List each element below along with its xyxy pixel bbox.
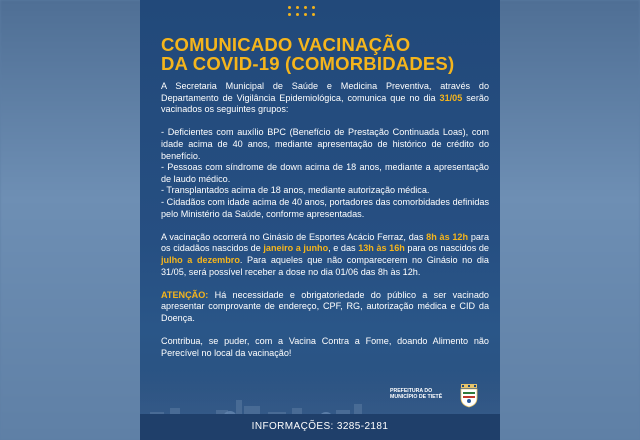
schedule-text: para os nascidos de — [404, 243, 489, 254]
intro-text-b: serão vacinados os seguintes grupos: — [161, 92, 489, 115]
group-item: - Transplantados acima de 18 anos, mediante autorização médica. — [161, 185, 430, 196]
intro-date-highlight: 31/05 — [439, 92, 463, 103]
announcement-poster — [140, 0, 500, 440]
poster-title — [161, 35, 491, 73]
prefeitura-logo-text — [390, 388, 442, 400]
schedule-text: , e das — [328, 243, 359, 254]
poster-body — [161, 81, 489, 359]
schedule-highlight: julho a dezembro — [161, 254, 240, 265]
contribution-paragraph: Contribua, se puder, com a Vacina Contra a Fome, doando Alimento não Perecível no local da vacinação! — [161, 336, 489, 358]
schedule-text: para os cidadãos nascidos de — [161, 231, 490, 254]
attention-paragraph — [161, 290, 489, 325]
intro-paragraph — [161, 81, 489, 116]
intro-text-a: A Secretaria Municipal de Saúde e Medicina Preventiva, através do Departamento de Vigilância Epidemiológica, comunica que no dia — [161, 81, 489, 103]
schedule-text: A vacinação ocorrerá no Ginásio de Esportes Acácio Ferraz, das — [161, 231, 427, 242]
attention-text: Há necessidade e obrigatoriedade do público a ser vacinado apresentar comprovante de endereço, CPF, RG, autorização médica e CID da Doença. — [161, 289, 489, 323]
title-line-2: DA COVID-19 (COMORBIDADES) — [161, 53, 455, 74]
background-right — [490, 0, 640, 440]
title-line-1: COMUNICADO VACINAÇÃO — [161, 34, 411, 55]
prefeitura-line-2: MUNICÍPIO DE TIETÊ — [390, 394, 443, 400]
dot-pattern-decoration — [288, 6, 316, 16]
background-left — [0, 0, 150, 440]
info-footer: INFORMAÇÕES: 3285-2181 — [140, 414, 500, 440]
group-item: - Pessoas com síndrome de down acima de 18 anos, mediante a apresentação de laudo médico. — [161, 162, 489, 184]
group-item: - Deficientes com auxílio BPC (Benefício de Prestação Continuada Loas), com idade acima de 40 anos, mediante apresentação de histórico de crédito do benefício. — [161, 127, 489, 161]
schedule-highlight: 8h às 12h — [426, 231, 469, 242]
schedule-highlight: 13h às 16h — [358, 243, 405, 254]
schedule-text: . Para aqueles que não comparecerem no Ginásio no dia 31/05, será possível receber a dose no dia 01/06 das 8h às 12h. — [161, 254, 489, 277]
prefeitura-line-1: PREFEITURA DO — [390, 388, 433, 394]
schedule-paragraph — [161, 232, 489, 278]
attention-label: ATENÇÃO: — [161, 289, 209, 300]
municipal-crest-icon — [458, 384, 480, 408]
group-item: - Cidadãos com idade acima de 40 anos, portadores das comorbidades definidas pelo Ministério da Saúde, conforme apresentadas. — [161, 196, 489, 219]
schedule-highlight: janeiro a junho — [263, 243, 329, 254]
